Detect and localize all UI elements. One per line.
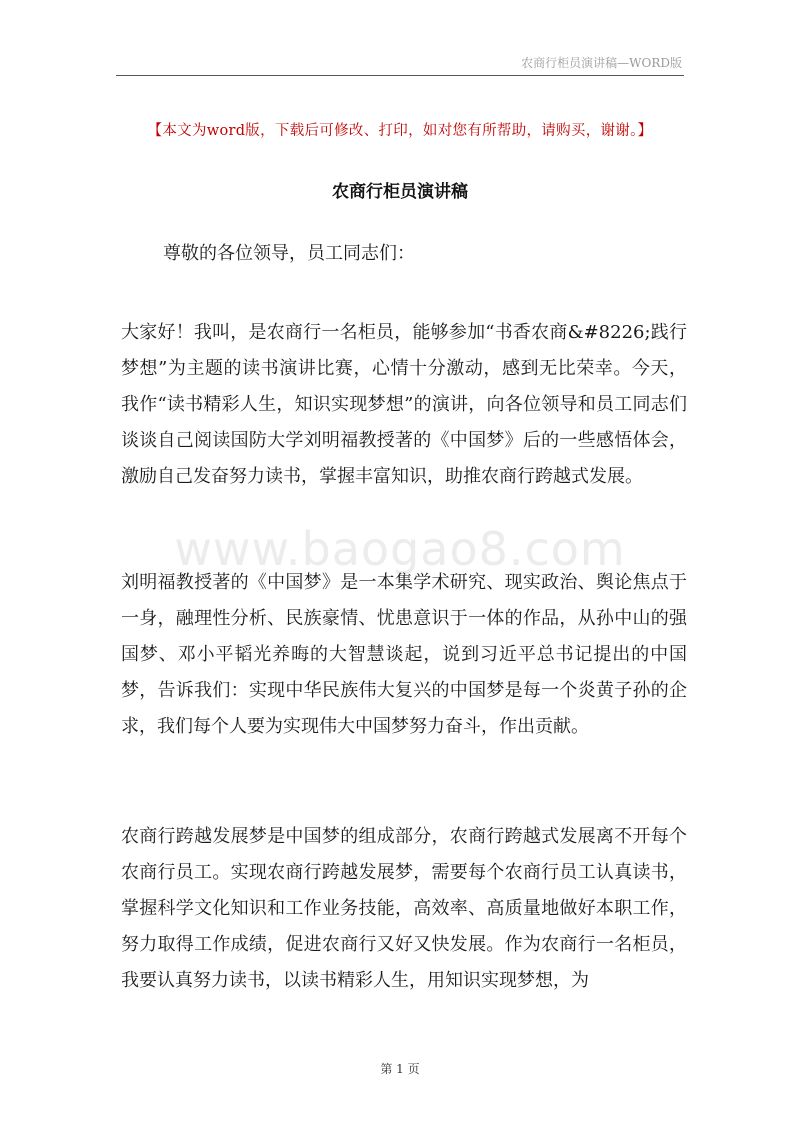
header-rule bbox=[116, 75, 684, 76]
paragraph-2: 刘明福教授著的《中国梦》是一本集学术研究、现实政治、舆论焦点于一身，融理性分析、民族豪情、忧患意识于一体的作品，从孙中山的强国梦、邓小平韬光养晦的大智慧谈起，说到习近平总书记提出的中国梦，告诉我们：实现中华民族伟大复兴的中国梦是每一个炎黄子孙的企求，我们每个人要为实现伟大中国梦努力奋斗，作出贡献。 bbox=[121, 572, 687, 737]
purchase-notice: 【本文为word版，下载后可修改、打印，如对您有所帮助，请购买，谢谢。】 bbox=[147, 123, 653, 139]
watermark: www.baogao8.com bbox=[174, 522, 626, 576]
page-number: 第 1 页 bbox=[380, 1062, 420, 1076]
salutation: 尊敬的各位领导，员工同志们： bbox=[163, 243, 415, 264]
paragraph-1: 大家好！我叫，是农商行一名柜员，能够参加“书香农商&#8226;践行梦想”为主题的读书演讲比赛，心情十分激动，感到无比荣幸。今天，我作“读书精彩人生，知识实现梦想”的演讲，向各位领导和员工同志们谈谈自己阅读国防大学刘明福教授著的《中国梦》后的一些感悟体会，激励自己发奋努力读书，掌握丰富知识，助推农商行跨越式发展。 bbox=[121, 322, 687, 487]
document-title: 农商行柜员演讲稿 bbox=[332, 182, 468, 202]
running-header: 农商行柜员演讲稿—WORD版 bbox=[521, 56, 682, 70]
paragraph-3: 农商行跨越发展梦是中国梦的组成部分，农商行跨越式发展离不开每个农商行员工。实现农商行跨越发展梦，需要每个农商行员工认真读书，掌握科学文化知识和工作业务技能，高效率、高质量地做好本职工作，努力取得工作成绩，促进农商行又好又快发展。作为农商行一名柜员，我要认真努力读书，以读书精彩人生，用知识实现梦想，为 bbox=[121, 826, 687, 991]
